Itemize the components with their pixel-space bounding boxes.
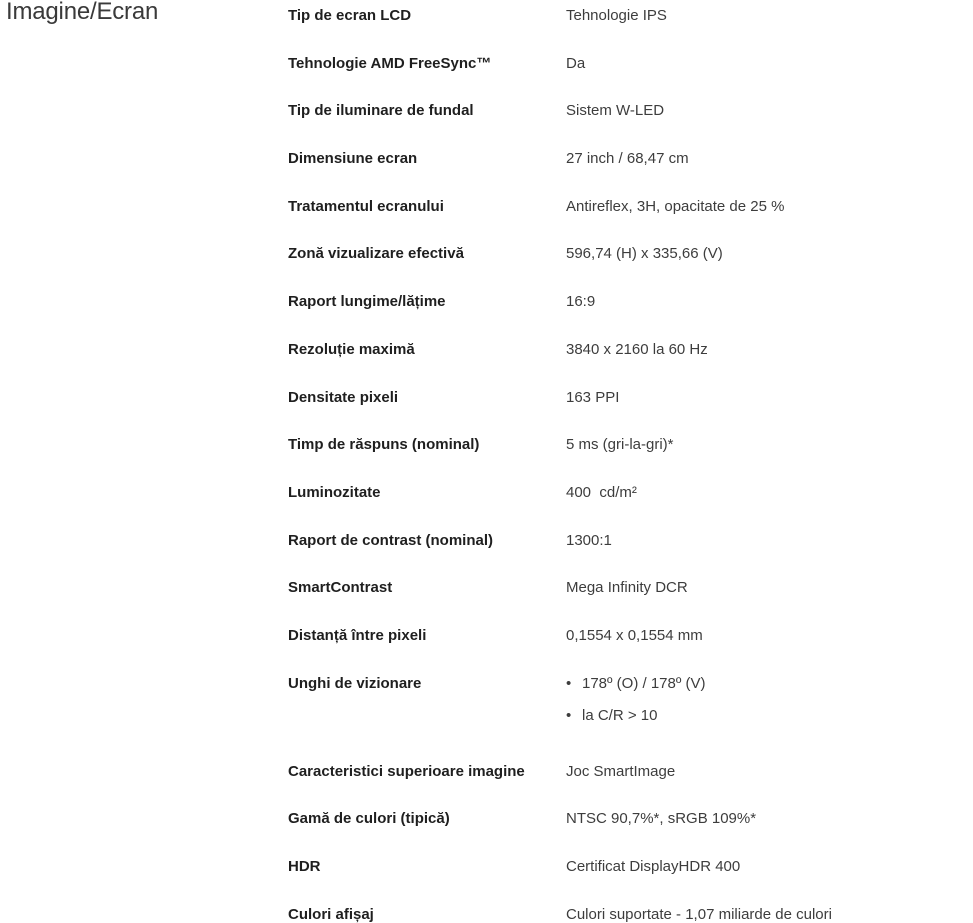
spec-label: Raport lungime/lățime [288,293,446,311]
spec-row-backlight [288,102,968,150]
spec-row-pixel-density [288,389,968,437]
spec-label: SmartContrast [288,579,393,597]
bullet-list [566,675,968,725]
spec-value: 27 inch / 68,47 cm [566,150,689,168]
spec-label: Unghi de vizionare [288,674,422,692]
spec-label: Gamă de culori (tipică) [288,810,450,828]
spec-value: 16:9 [566,293,596,311]
spec-value-list [566,675,968,739]
spec-value: 596,74 (H) x 335,66 (V) [566,245,723,263]
spec-value: Da [566,54,586,72]
spec-row-response-time [288,436,968,484]
spec-row-viewing-angle [288,675,968,763]
spec-row-screen-size [288,150,968,198]
spec-row-viewing-area [288,245,968,293]
spec-value: 400 cd/m² [566,483,637,501]
spec-label: Zonă vizualizare efectivă [288,245,464,263]
spec-row-display-colors [288,906,968,923]
spec-label: Tehnologie AMD FreeSync™ [288,54,492,72]
spec-value: Sistem W-LED [566,102,665,120]
spec-label: Rezoluție maximă [288,340,415,358]
spec-row-lcd-type [288,7,968,55]
spec-value: 0,1554 x 0,1554 mm [566,626,703,644]
spec-row-screen-treatment [288,198,968,246]
spec-label: Raport de contrast (nominal) [288,531,494,549]
section-title: Imagine/Ecran [6,0,159,25]
spec-label: Densitate pixeli [288,388,399,406]
spec-value: Tehnologie IPS [566,7,667,24]
spec-value: Antireflex, 3H, opacitate de 25 % [566,197,785,215]
spec-value: Culori suportate - 1,07 miliarde de culori [566,905,832,923]
bullet-item: • la C/R > 10 [566,707,968,725]
spec-list [288,7,968,923]
spec-value: NTSC 90,7%*, sRGB 109%* [566,810,757,828]
spec-value: Joc SmartImage [566,762,676,780]
spec-value: 5 ms (gri-la-gri)* [566,436,674,454]
spec-value: Certificat DisplayHDR 400 [566,858,741,875]
spec-value: 163 PPI [566,388,620,406]
spec-label: Dimensiune ecran [288,150,418,168]
spec-label: Culori afișaj [288,905,374,923]
spec-row-freesync [288,55,968,103]
spec-value: 1300:1 [566,531,612,549]
spec-label: Distanță între pixeli [288,626,427,644]
spec-label: Caracteristici superioare imagine [288,762,525,780]
spec-row-aspect-ratio [288,293,968,341]
spec-value: 3840 x 2160 la 60 Hz [566,340,708,358]
spec-row-image-features [288,763,968,811]
bullet-item: • 178º (O) / 178º (V) [566,675,968,693]
spec-label: Tip de iluminare de fundal [288,102,474,120]
spec-label: Tip de ecran LCD [288,7,412,24]
spec-label: Timp de răspuns (nominal) [288,436,480,454]
spec-value: Mega Infinity DCR [566,579,688,597]
spec-label: HDR [288,858,321,875]
spec-row-brightness [288,484,968,532]
spec-label: Tratamentul ecranului [288,197,444,215]
spec-label: Luminozitate [288,483,381,501]
spec-row-max-resolution [288,341,968,389]
spec-row-hdr [288,858,968,906]
spec-row-color-gamut [288,810,968,858]
spec-row-contrast-ratio [288,532,968,580]
spec-row-smartcontrast [288,579,968,627]
spec-row-pixel-pitch [288,627,968,675]
